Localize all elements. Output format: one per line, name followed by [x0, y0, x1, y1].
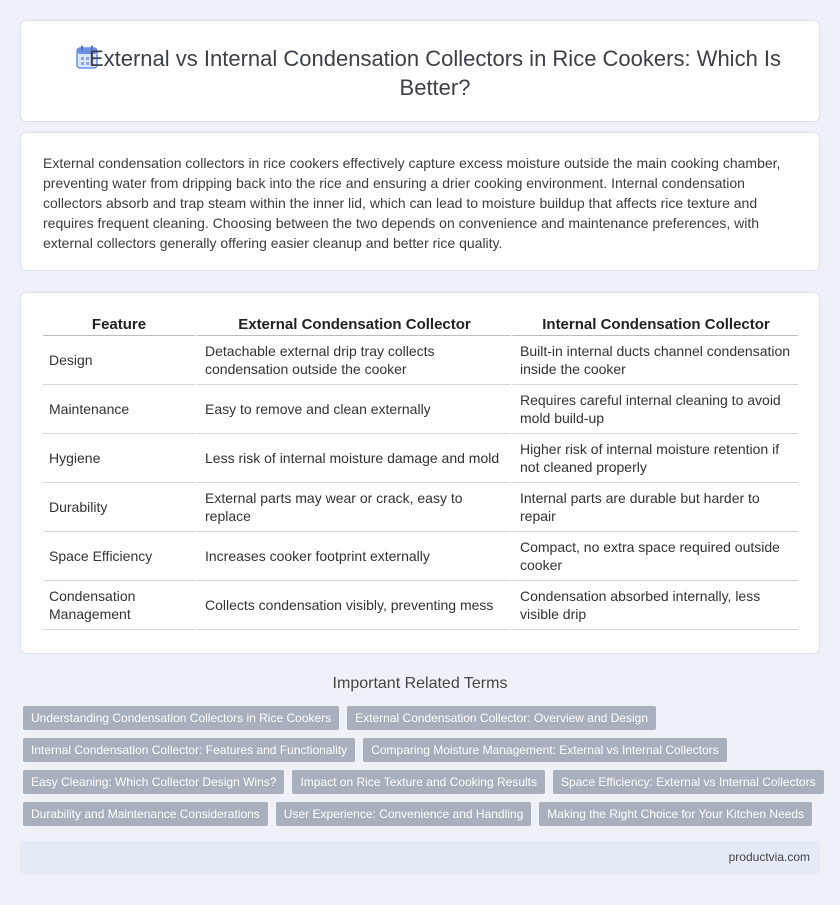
- comparison-table: [43, 313, 798, 630]
- summary-paragraph: External condensation collectors in rice cookers effectively capture excess moisture outside the main cooking chamber, preventing water from dripping back into the rice and ensuring a drier cooking environment. Internal condensation collectors absorb and trap steam within the inner lid, which can lead to moisture buildup that affects rice texture and requires frequent cleaning. Choosing between the two depends on convenience and maintenance preferences, with external collectors generally offering easier cleanup and better rice quality.: [43, 155, 781, 251]
- external-cell: External parts may wear or crack, easy to replace: [195, 483, 510, 532]
- internal-cell: Built-in internal ducts channel condensation inside the cooker: [510, 336, 798, 385]
- related-term-tag[interactable]: User Experience: Convenience and Handling: [276, 802, 531, 826]
- page-title: External vs Internal Condensation Collectors in Rice Cookers: Which Is Better?: [88, 46, 782, 100]
- related-term-tag[interactable]: Easy Cleaning: Which Collector Design Wins?: [23, 770, 284, 794]
- feature-cell: Space Efficiency: [43, 532, 195, 581]
- related-terms-heading: Important Related Terms: [332, 675, 508, 692]
- tag-row: [23, 706, 823, 730]
- related-term-tag[interactable]: Making the Right Choice for Your Kitchen Needs: [539, 802, 812, 826]
- feature-cell: Maintenance: [43, 385, 195, 434]
- external-cell: Increases cooker footprint externally: [195, 532, 510, 581]
- table-row: [43, 581, 798, 630]
- comparison-table-card: [20, 292, 820, 654]
- table-row: [43, 336, 798, 385]
- related-term-tag[interactable]: Durability and Maintenance Considerations: [23, 802, 268, 826]
- tag-row: [23, 770, 823, 794]
- related-terms-list: [23, 706, 823, 834]
- footer-site-link[interactable]: productvia.com: [728, 850, 810, 864]
- header-internal: Internal Condensation Collector: [510, 313, 798, 336]
- table-row: [43, 434, 798, 483]
- header-external: External Condensation Collector: [195, 313, 510, 336]
- feature-cell: Durability: [43, 483, 195, 532]
- table-row: [43, 483, 798, 532]
- header-feature: Feature: [43, 313, 195, 336]
- external-cell: Easy to remove and clean externally: [195, 385, 510, 434]
- internal-cell: Compact, no extra space required outside cooker: [510, 532, 798, 581]
- related-term-tag[interactable]: Internal Condensation Collector: Features and Functionality: [23, 738, 355, 762]
- internal-cell: Higher risk of internal moisture retention if not cleaned properly: [510, 434, 798, 483]
- feature-cell: Hygiene: [43, 434, 195, 483]
- related-term-tag[interactable]: Space Efficiency: External vs Internal Collectors: [553, 770, 824, 794]
- feature-cell: Design: [43, 336, 195, 385]
- footer-bar: [20, 841, 820, 874]
- related-term-tag[interactable]: Comparing Moisture Management: External vs Internal Collectors: [363, 738, 726, 762]
- external-cell: Detachable external drip tray collects condensation outside the cooker: [195, 336, 510, 385]
- summary-card: [20, 132, 820, 271]
- internal-cell: Condensation absorbed internally, less visible drip: [510, 581, 798, 630]
- table-row: [43, 385, 798, 434]
- related-term-tag[interactable]: Impact on Rice Texture and Cooking Results: [292, 770, 545, 794]
- feature-cell: Condensation Management: [43, 581, 195, 630]
- tag-row: [23, 802, 823, 826]
- tag-row: [23, 738, 823, 762]
- internal-cell: Requires careful internal cleaning to avoid mold build-up: [510, 385, 798, 434]
- related-term-tag[interactable]: Understanding Condensation Collectors in Rice Cookers: [23, 706, 339, 730]
- external-cell: Less risk of internal moisture damage and mold: [195, 434, 510, 483]
- internal-cell: Internal parts are durable but harder to repair: [510, 483, 798, 532]
- external-cell: Collects condensation visibly, preventing mess: [195, 581, 510, 630]
- title-card: [20, 20, 820, 122]
- table-row: [43, 532, 798, 581]
- related-term-tag[interactable]: External Condensation Collector: Overview and Design: [347, 706, 656, 730]
- table-header-row: [43, 313, 798, 336]
